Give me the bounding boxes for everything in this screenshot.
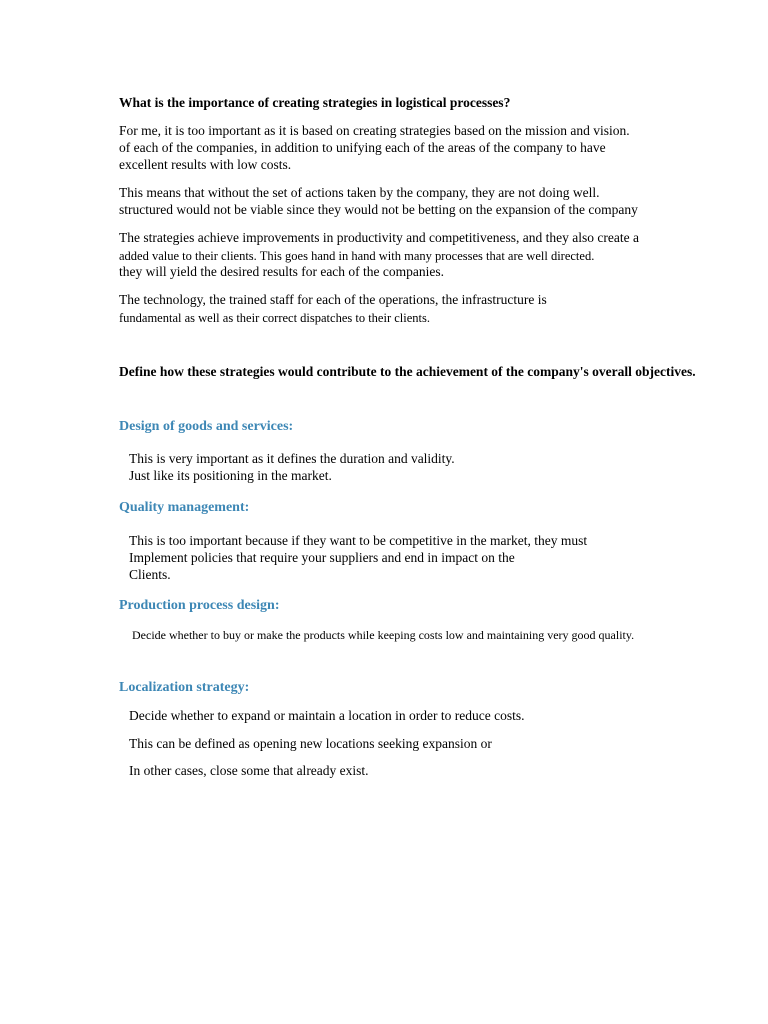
- section-heading-quality: Quality management:: [119, 500, 250, 515]
- paragraph-1-line-3: excellent results with low costs.: [119, 157, 292, 172]
- section-localization-line-2: This can be defined as opening new locations seeking expansion or: [129, 736, 492, 751]
- paragraph-4-line-2: fundamental as well as their correct dispatches to their clients.: [119, 311, 430, 325]
- section-heading-localization: Localization strategy:: [119, 680, 250, 695]
- section-quality-line-1: This is too important because if they want to be competitive in the market, they must: [129, 533, 588, 548]
- question-heading-2: Define how these strategies would contribute to the achievement of the company's overall objectives.: [119, 364, 696, 379]
- question-heading-1: What is the importance of creating strategies in logistical processes?: [119, 95, 511, 110]
- section-quality-line-2: Implement policies that require your suppliers and end in impact on the: [129, 550, 515, 565]
- paragraph-3-line-3: they will yield the desired results for each of the companies.: [119, 264, 445, 279]
- paragraph-2-line-2: structured would not be viable since they would not be betting on the expansion of the company: [119, 202, 638, 217]
- section-production-line-1: Decide whether to buy or make the products while keeping costs low and maintaining very good quality.: [132, 628, 635, 642]
- paragraph-3-line-1: The strategies achieve improvements in productivity and competitiveness, and they also create a: [119, 230, 639, 245]
- section-design-line-2: Just like its positioning in the market.: [129, 468, 332, 483]
- section-localization-line-3: In other cases, close some that already exist.: [129, 763, 369, 778]
- paragraph-2-line-1: This means that without the set of actions taken by the company, they are not doing well.: [119, 185, 600, 200]
- section-localization-line-1: Decide whether to expand or maintain a location in order to reduce costs.: [129, 708, 525, 723]
- paragraph-1-line-1: For me, it is too important as it is based on creating strategies based on the mission and vision.: [119, 123, 630, 138]
- section-quality-line-3: Clients.: [129, 567, 171, 582]
- paragraph-3-line-2: added value to their clients. This goes hand in hand with many processes that are well directed.: [119, 249, 595, 263]
- paragraph-1-line-2: of each of the companies, in addition to unifying each of the areas of the company to have: [119, 140, 606, 155]
- section-design-line-1: This is very important as it defines the duration and validity.: [129, 451, 455, 466]
- section-heading-production: Production process design:: [119, 598, 280, 613]
- section-heading-design: Design of goods and services:: [119, 419, 294, 434]
- paragraph-4-line-1: The technology, the trained staff for each of the operations, the infrastructure is: [119, 292, 547, 307]
